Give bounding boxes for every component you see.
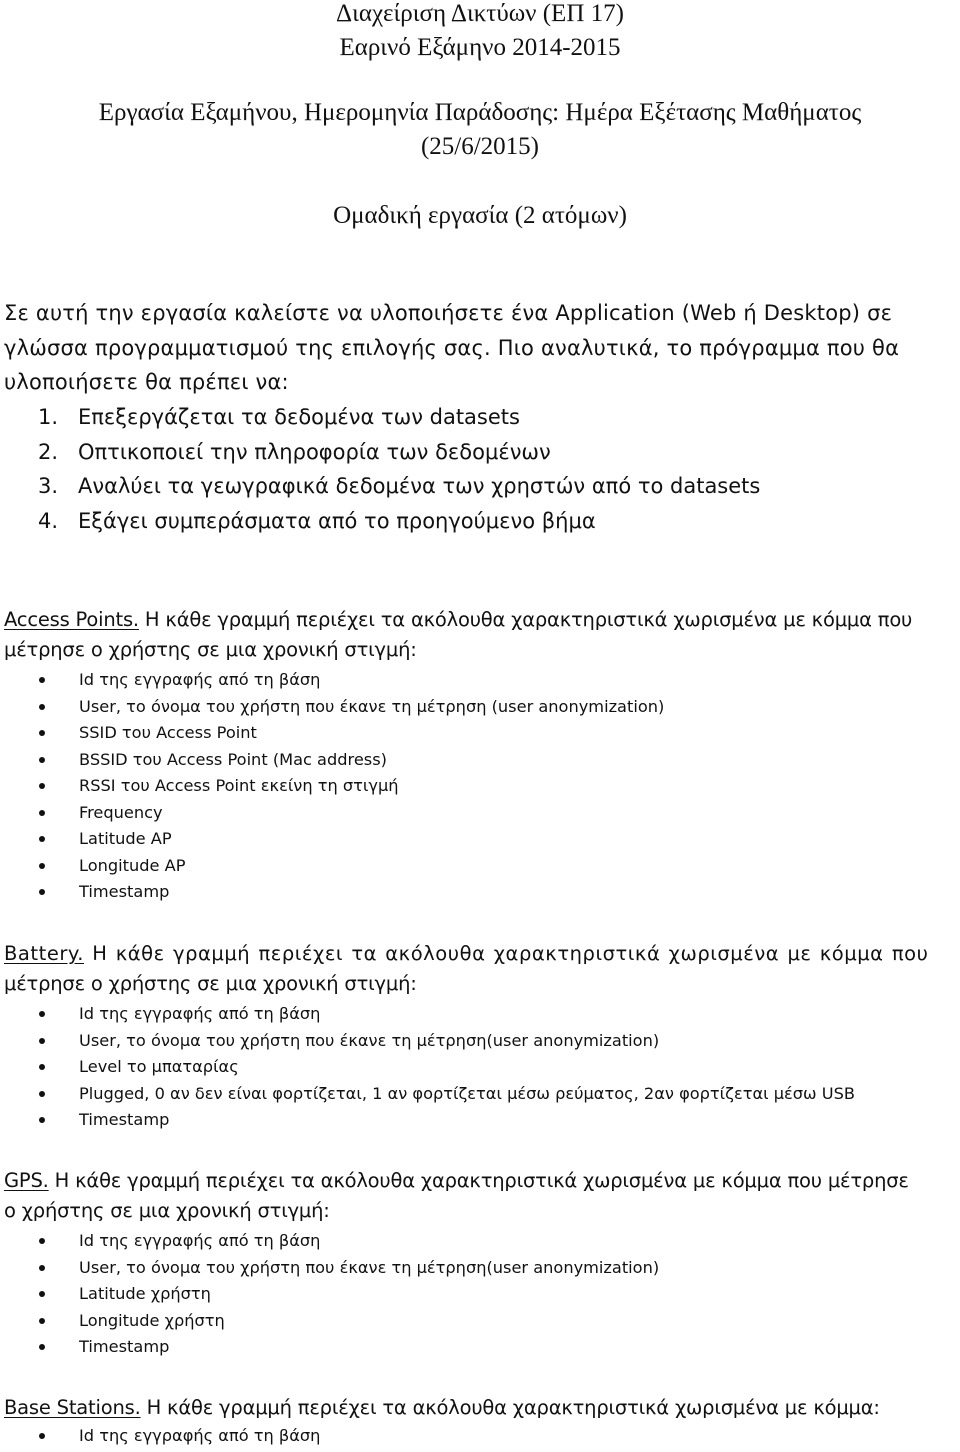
field-item bbox=[39, 747, 959, 774]
field-item bbox=[39, 826, 959, 853]
section-heading-block bbox=[4, 1393, 959, 1423]
requirement-number: 4. bbox=[38, 508, 59, 533]
bullet-icon bbox=[39, 836, 45, 842]
requirement-item bbox=[38, 504, 760, 539]
intro-text: Σε αυτή την εργασία καλείστε να υλοποιήσετε ένα Application (Web ή Desktop) σε bbox=[4, 301, 893, 325]
section-description: Η κάθε γραμμή περιέχει τα ακόλουθα χαρακτηριστικά χωρισμένα με κόμμα που bbox=[138, 608, 913, 631]
field-label: Level το μπαταρίας bbox=[79, 1057, 239, 1076]
bullet-icon bbox=[39, 1433, 45, 1439]
bullet-icon bbox=[39, 1011, 45, 1017]
field-item bbox=[39, 1308, 959, 1335]
section-description: μέτρησε ο χρήστης σε μια χρονική στιγμή: bbox=[4, 972, 417, 995]
section-heading-block bbox=[4, 939, 959, 969]
section-description: Η κάθε γραμμή περιέχει τα ακόλουθα χαρακτηριστικά χωρισμένα με κόμμα που μέτρησε bbox=[48, 1169, 909, 1192]
section-title: Battery. bbox=[4, 942, 84, 965]
requirement-text: Εξάγει συμπεράσματα από το προηγούμενο βήμα bbox=[78, 508, 596, 533]
field-label: Id της εγγραφής από τη βάση bbox=[79, 670, 321, 689]
field-item bbox=[39, 667, 959, 694]
header-line-2: Εαρινό Εξάμηνο 2014-2015 bbox=[339, 34, 621, 61]
field-label: Latitude AP bbox=[79, 829, 172, 848]
field-item bbox=[39, 1334, 959, 1361]
requirement-text: Αναλύει τα γεωγραφικά δεδομένα των χρηστών από το datasets bbox=[78, 474, 761, 498]
bullet-icon bbox=[39, 863, 45, 869]
field-list bbox=[39, 667, 959, 906]
field-item bbox=[39, 1255, 959, 1282]
requirement-number: 3. bbox=[38, 474, 59, 498]
field-item bbox=[39, 1001, 959, 1028]
bullet-icon bbox=[39, 1038, 45, 1044]
field-label: BSSID του Access Point (Mac address) bbox=[79, 749, 387, 769]
requirements-list bbox=[38, 400, 760, 538]
field-label: SSID του Access Point bbox=[79, 723, 257, 742]
bullet-icon bbox=[39, 1091, 45, 1097]
field-label: Timestamp bbox=[79, 1337, 170, 1356]
bullet-icon bbox=[39, 810, 45, 816]
field-label: Frequency bbox=[79, 802, 163, 822]
requirement-number: 2. bbox=[38, 439, 59, 464]
field-label: Plugged, 0 αν δεν είναι φορτίζεται, 1 αν φορτίζεται μέσω ρεύματος, 2αν φορτίζεται μέσω USB bbox=[79, 1083, 855, 1103]
section-title: Base Stations. bbox=[4, 1396, 141, 1419]
field-item bbox=[39, 1028, 959, 1055]
requirement-number: 1. bbox=[38, 405, 59, 429]
section-heading-block bbox=[4, 1166, 959, 1196]
bullet-icon bbox=[39, 783, 45, 789]
assignment-title bbox=[0, 96, 960, 164]
field-label: Longitude AP bbox=[79, 855, 186, 875]
section-gps bbox=[4, 1166, 959, 1361]
bullet-icon bbox=[39, 1117, 45, 1123]
field-label: User, το όνομα του χρήστη που έκανε τη μέτρηση (user anonymization) bbox=[79, 696, 665, 716]
field-label: RSSI του Access Point εκείνη τη στιγμή bbox=[79, 776, 399, 795]
section-base-stations bbox=[4, 1393, 959, 1450]
requirement-item bbox=[38, 400, 760, 435]
section-description: Η κάθε γραμμή περιέχει τα ακόλουθα χαρακτηριστικά χωρισμένα με κόμμα που bbox=[84, 942, 929, 965]
section-battery bbox=[4, 939, 959, 1134]
field-label: Timestamp bbox=[79, 882, 170, 901]
header-line-1: Διαχείριση Δικτύων (ΕΠ 17) bbox=[336, 0, 624, 27]
section-description: ο χρήστης σε μια χρονική στιγμή: bbox=[4, 1199, 330, 1222]
team-work-line: Ομαδική εργασία (2 ατόμων) bbox=[333, 202, 627, 229]
intro-paragraph bbox=[4, 296, 956, 400]
field-item bbox=[39, 800, 959, 827]
field-item bbox=[39, 879, 959, 906]
bullet-icon bbox=[39, 704, 45, 710]
field-label: Id της εγγραφής από τη βάση bbox=[79, 1004, 321, 1023]
section-title: GPS. bbox=[4, 1169, 49, 1192]
field-label: User, το όνομα του χρήστη που έκανε τη μέτρηση(user anonymization) bbox=[79, 1257, 660, 1277]
requirement-text: Οπτικοποιεί την πληροφορία των δεδομένων bbox=[78, 439, 551, 464]
intro-text: γλώσσα προγραμματισμού της επιλογής σας. Πιο αναλυτικά, το πρόγραμμα που θα bbox=[4, 335, 900, 360]
field-item bbox=[39, 1054, 959, 1081]
field-item bbox=[39, 853, 959, 880]
bullet-icon bbox=[39, 889, 45, 895]
bullet-icon bbox=[39, 1064, 45, 1070]
field-item bbox=[39, 773, 959, 800]
requirement-text: Επεξεργάζεται τα δεδομένα των datasets bbox=[78, 405, 520, 429]
field-item bbox=[39, 1281, 959, 1308]
assignment-title-line-1: Εργασία Εξαμήνου, Ημερομηνία Παράδοσης: Ημέρα Εξέτασης Μαθήματος bbox=[98, 99, 862, 126]
bullet-icon bbox=[39, 757, 45, 763]
field-label: User, το όνομα του χρήστη που έκανε τη μέτρηση(user anonymization) bbox=[79, 1030, 660, 1050]
field-list bbox=[39, 1423, 959, 1450]
section-access-points bbox=[4, 605, 959, 906]
field-item bbox=[39, 720, 959, 747]
bullet-icon bbox=[39, 1238, 45, 1244]
field-label: Longitude χρήστη bbox=[79, 1310, 225, 1330]
field-item bbox=[39, 1423, 959, 1450]
section-description: μέτρησε ο χρήστης σε μια χρονική στιγμή: bbox=[4, 638, 417, 661]
bullet-icon bbox=[39, 1344, 45, 1350]
section-heading-block bbox=[4, 605, 959, 635]
field-list bbox=[39, 1228, 959, 1361]
field-item bbox=[39, 1228, 959, 1255]
bullet-icon bbox=[39, 730, 45, 736]
bullet-icon bbox=[39, 1265, 45, 1271]
field-item bbox=[39, 694, 959, 721]
field-label: Timestamp bbox=[79, 1110, 170, 1129]
team-work bbox=[0, 199, 960, 233]
field-label: Id της εγγραφής από τη βάση bbox=[79, 1231, 321, 1250]
bullet-icon bbox=[39, 1318, 45, 1324]
bullet-icon bbox=[39, 1291, 45, 1297]
field-list bbox=[39, 1001, 959, 1134]
main-header bbox=[0, 0, 960, 65]
field-label: Id της εγγραφής από τη βάση bbox=[79, 1426, 321, 1445]
requirement-item bbox=[38, 469, 760, 504]
section-title: Access Points. bbox=[4, 608, 139, 631]
assignment-title-line-2: (25/6/2015) bbox=[420, 133, 540, 160]
field-label: Latitude χρήστη bbox=[79, 1284, 211, 1303]
intro-text: υλοποιήσετε θα πρέπει να: bbox=[4, 370, 289, 394]
field-item bbox=[39, 1107, 959, 1134]
bullet-icon bbox=[39, 677, 45, 683]
field-item bbox=[39, 1081, 959, 1108]
requirement-item bbox=[38, 435, 760, 470]
section-description: Η κάθε γραμμή περιέχει τα ακόλουθα χαρακτηριστικά χωρισμένα με κόμμα: bbox=[140, 1396, 880, 1419]
